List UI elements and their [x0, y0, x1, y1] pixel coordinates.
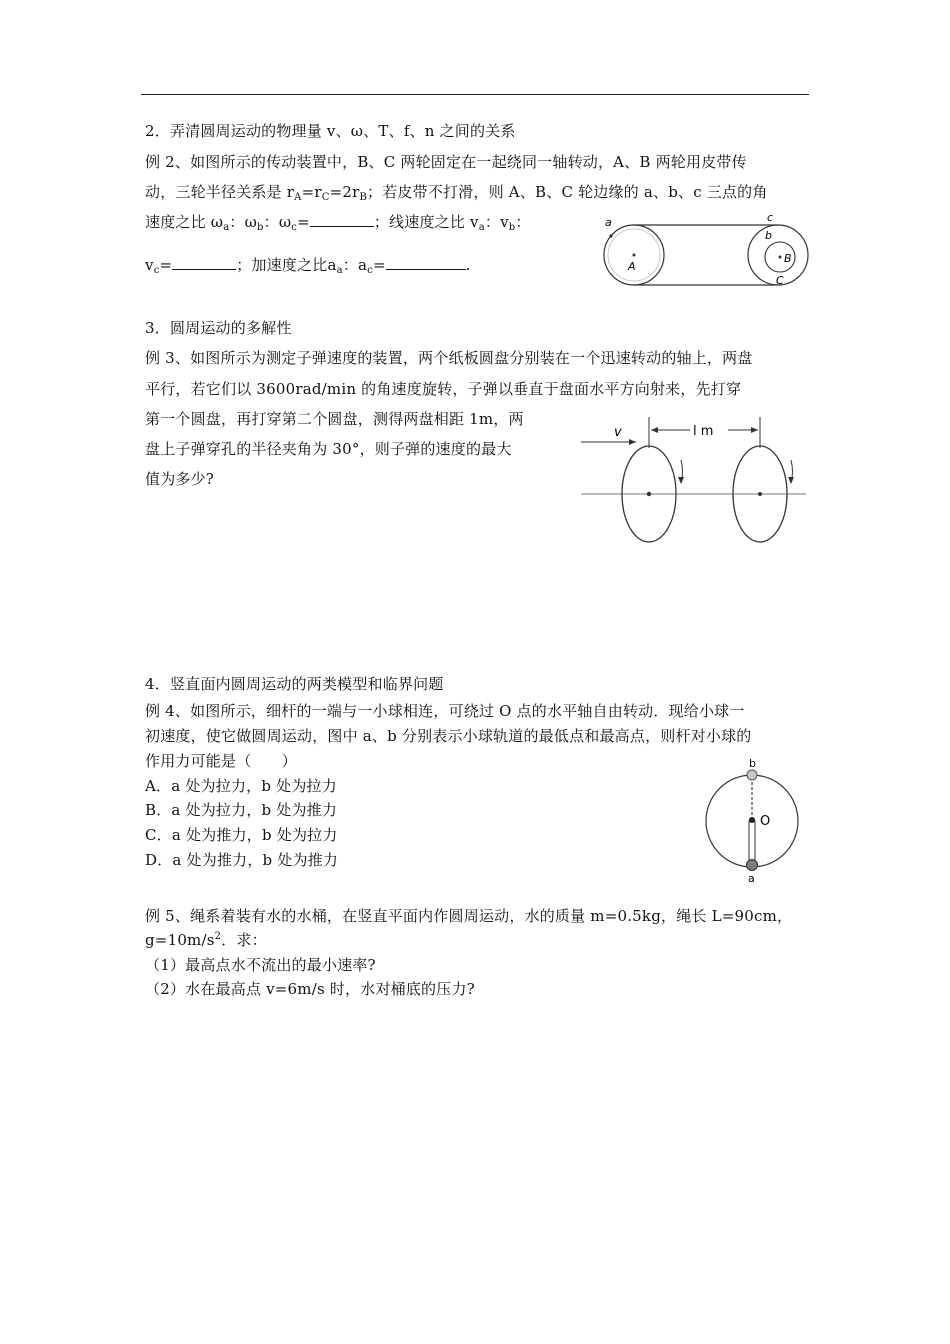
example-5-line-2: $g=10m/s^2$．求： [145, 931, 267, 949]
example-3-line-1: 例 3、如图所示为测定子弹速度的装置，两个纸板圆盘分别装在一个迅速转动的轴上，两盘 [145, 349, 753, 367]
rod-ball-figure [700, 755, 810, 885]
example-5-line-1: 例 5、绳系着装有水的水桶，在竖直平面内作圆周运动，水的质量 m=0.5kg，绳长 L=90cm， [145, 907, 793, 925]
example-2-line-2: 动，三轮半径关系是 $r_A=r_C=2r_B$；若皮带不打滑，则 A、B、C 轮边缘的 a、b、c 三点的角 [145, 183, 768, 203]
example-5-question-1: （1）最高点水不流出的最小速率? [145, 956, 376, 974]
belt-drive-figure [600, 212, 815, 292]
example-4-line-2: 初速度，使它做圆周运动，图中 a、b 分别表示小球轨道的最低点和最高点，则杆对小球的 [145, 727, 752, 745]
label-B: B [784, 252, 792, 265]
example-5-question-2: （2）水在最高点 v=6m/s 时，水对桶底的压力? [145, 980, 475, 998]
example-3-line-5: 值为多少? [145, 470, 215, 488]
example-2-line-3: 速度之比 $\omega_a$：$\omega_b$：$\omega_c=$ ；线速度之比 $v_a$：$v_b$： [145, 213, 531, 233]
label-distance: l m [693, 424, 714, 439]
label-c: c [767, 211, 774, 224]
example-3-line-2: 平行，若它们以 3600rad/min 的角速度旋转，子弹以垂直于盘面水平方向射来，先打穿 [145, 380, 742, 398]
option-d[interactable]: D．a 处为推力，b 处为推力 [145, 851, 339, 869]
example-3-line-3: 第一个圆盘，再打穿第二个圆盘，测得两盘相距 1m，两 [145, 410, 524, 428]
label-A: A [628, 260, 636, 273]
option-a[interactable]: A．a 处为拉力，b 处为拉力 [145, 777, 337, 795]
section-2-title: 2．弄清圆周运动的物理量 v、ω、T、f、n 之间的关系 [145, 122, 516, 140]
answer-blank-angular[interactable] [310, 212, 374, 227]
section-4-title: 4．竖直面内圆周运动的两类模型和临界问题 [145, 675, 444, 693]
example-4-line-1: 例 4、如图所示，细杆的一端与一小球相连，可绕过 O 点的水平轴自由转动．现给小球一 [145, 702, 745, 720]
section-3-title: 3．圆周运动的多解性 [145, 319, 292, 337]
bullet-speed-figure [578, 414, 810, 549]
label-v: v [614, 425, 622, 440]
option-c[interactable]: C．a 处为推力，b 处为拉力 [145, 826, 338, 844]
option-b[interactable]: B．a 处为拉力，b 处为推力 [145, 801, 338, 819]
example-2-line-1: 例 2、如图所示的传动装置中，B、C 两轮固定在一起绕同一轴转动，A、B 两轮用皮带传 [145, 153, 747, 171]
label-b-top: b [749, 757, 756, 770]
example-4-line-3: 作用力可能是（ ） [145, 752, 298, 770]
example-3-line-4: 盘上子弹穿孔的半径夹角为 30°，则子弹的速度的最大 [145, 440, 512, 458]
label-a-bottom: a [748, 872, 755, 885]
answer-blank-acceleration[interactable] [386, 255, 466, 270]
label-a: a [605, 216, 612, 229]
label-C: C [776, 274, 784, 287]
example-2-line-4: $v_c=$ ；加速度之比$a_a$：$a_c=$ . [145, 256, 471, 276]
label-b: b [765, 229, 772, 242]
answer-blank-linear[interactable] [172, 255, 236, 270]
label-O: O [760, 814, 771, 829]
header-rule [141, 94, 809, 95]
